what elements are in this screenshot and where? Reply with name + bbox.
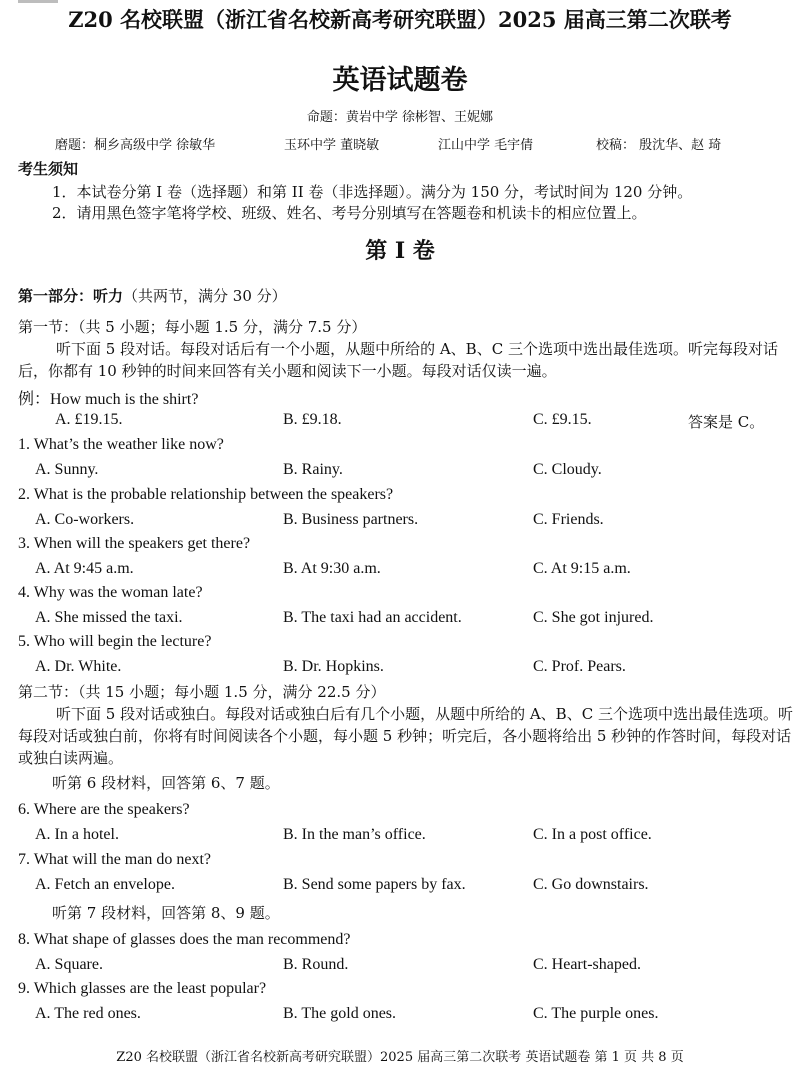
q2-option-b: B. Business partners. <box>283 511 419 528</box>
q1-option-b: B. Rainy. <box>283 461 343 478</box>
section2-instruction: 听下面 5 段对话或独白。每段对话或独白后有几个小题，从题中所给的 A、B、C 三个选项中选出最佳选项。听每段对话或独白前，你将有时间阅读各个小题，每小题 5 秒钟；听完后，各小题将给出 5 秒钟的作答时间，每段对话或独白读两遍。 <box>18 705 793 767</box>
review-credit-1: 磨题：桐乡高级中学 徐敏华 <box>55 138 216 153</box>
proofread-credit: 校稿： 殷沈华、赵 琦 <box>596 138 722 153</box>
q3-option-b: B. At 9:30 a.m. <box>283 560 381 577</box>
question-9: 9. Which glasses are the least popular? <box>18 980 267 997</box>
q2-option-a: A. Co-workers. <box>35 511 135 528</box>
q5-option-b: B. Dr. Hopkins. <box>283 658 384 675</box>
example-option-a: A. £19.15. <box>55 411 123 428</box>
q7-option-b: B. Send some papers by fax. <box>283 876 466 893</box>
example-answer: 答案是 C。 <box>688 413 765 431</box>
q6-option-a: A. In a hotel. <box>35 826 119 843</box>
q2-option-c: C. Friends. <box>533 511 604 528</box>
section2-title: 第二节：（共 15 小题；每小题 1.5 分，满分 22.5 分） <box>18 683 386 701</box>
q9-option-b: B. The gold ones. <box>283 1005 397 1022</box>
q8-option-b: B. Round. <box>283 956 349 973</box>
review-credit-3: 江山中学 毛宇倩 <box>438 138 534 153</box>
q3-option-a: A. At 9:45 a.m. <box>35 560 134 577</box>
q1-option-a: A. Sunny. <box>35 461 99 478</box>
part1-heading: 第一部分：听力 <box>18 287 124 305</box>
question-5: 5. Who will begin the lecture? <box>18 633 212 650</box>
example-prompt: 例：How much is the shirt? <box>18 391 199 408</box>
q8-option-c: C. Heart-shaped. <box>533 956 641 973</box>
q1-option-c: C. Cloudy. <box>533 461 602 478</box>
q5-option-a: A. Dr. White. <box>35 658 122 675</box>
q5-option-c: C. Prof. Pears. <box>533 658 626 675</box>
authors-line: 命题：黄岩中学 徐彬智、王妮娜 <box>306 110 494 125</box>
material-7-note: 听第 7 段材料，回答第 8、9 题。 <box>52 904 280 922</box>
q6-option-b: B. In the man’s office. <box>283 826 426 843</box>
question-3: 3. When will the speakers get there? <box>18 535 251 552</box>
section1-title: 第一节：（共 5 小题；每小题 1.5 分，满分 7.5 分） <box>18 318 367 336</box>
section1-instruction: 听下面 5 段对话。每段对话后有一个小题，从题中所给的 A、B、C 三个选项中选出最佳选项。听完每段对话后，你都有 10 秒钟的时间来回答有关小题和阅读下一小题。每段对话仅读一遍。 <box>18 340 778 380</box>
q6-option-c: C. In a post office. <box>533 826 652 843</box>
q4-option-a: A. She missed the taxi. <box>35 609 183 626</box>
q8-option-a: A. Square. <box>35 956 103 973</box>
question-4: 4. Why was the woman late? <box>18 584 203 601</box>
notice-item-1: 1．本试卷分第 I 卷（选择题）和第 II 卷（非选择题）。满分为 150 分，考试时间为 120 分钟。 <box>52 183 693 201</box>
question-2: 2. What is the probable relationship between the speakers? <box>18 486 394 503</box>
exam-title: Z20 名校联盟（浙江省名校新高考研究联盟）2025 届高三第二次联考 <box>68 7 732 32</box>
q4-option-c: C. She got injured. <box>533 609 654 626</box>
review-credit-2: 玉环中学 董晓敏 <box>284 138 380 153</box>
scan-mark <box>18 0 58 3</box>
q7-option-c: C. Go downstairs. <box>533 876 649 893</box>
page-footer: Z20 名校联盟（浙江省名校新高考研究联盟）2025 届高三第二次联考 英语试题卷 第 1 页 共 8 页 <box>116 1050 684 1065</box>
q3-option-c: C. At 9:15 a.m. <box>533 560 631 577</box>
question-1: 1. What’s the weather like now? <box>18 436 224 453</box>
question-7: 7. What will the man do next? <box>18 851 211 868</box>
example-option-b: B. £9.18. <box>283 411 342 428</box>
notice-item-2: 2．请用黑色签字笔将学校、班级、姓名、考号分别填写在答题卷和机读卡的相应位置上。 <box>52 204 647 222</box>
notice-heading: 考生须知 <box>18 160 79 178</box>
q9-option-c: C. The purple ones. <box>533 1005 659 1022</box>
volume-title: 第 I 卷 <box>365 238 435 264</box>
example-option-c: C. £9.15. <box>533 411 592 428</box>
q7-option-a: A. Fetch an envelope. <box>35 876 175 893</box>
exam-subtitle: 英语试题卷 <box>332 65 468 96</box>
material-6-note: 听第 6 段材料，回答第 6、7 题。 <box>52 774 280 792</box>
part1-heading-note: （共两节，满分 30 分） <box>123 287 287 305</box>
question-6: 6. Where are the speakers? <box>18 801 190 818</box>
question-8: 8. What shape of glasses does the man recommend? <box>18 931 351 948</box>
q9-option-a: A. The red ones. <box>35 1005 141 1022</box>
q4-option-b: B. The taxi had an accident. <box>283 609 462 626</box>
part1-heading-line <box>18 285 287 306</box>
